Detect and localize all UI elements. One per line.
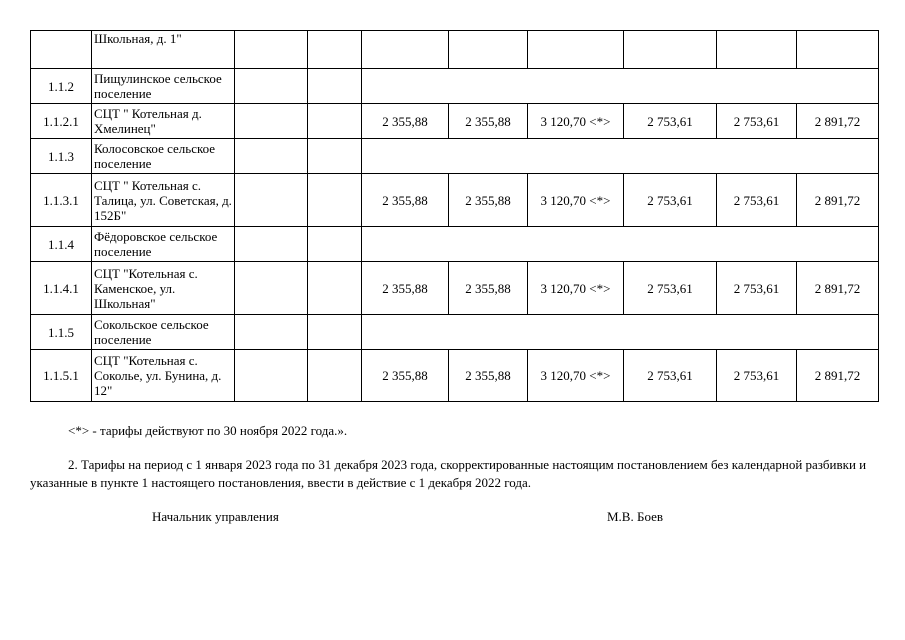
table-row [31, 227, 879, 262]
table-row [31, 31, 879, 69]
merged-empty-cell [362, 139, 879, 174]
row-name: Сокольское сельское поселение [92, 315, 235, 350]
empty-cell [235, 350, 308, 402]
tariff-value: 3 120,70 <*> [528, 350, 624, 402]
empty-cell [235, 227, 308, 262]
row-number: 1.1.3 [31, 139, 92, 174]
empty-cell [308, 69, 362, 104]
tariff-value: 2 753,61 [717, 104, 797, 139]
merged-empty-cell [362, 227, 879, 262]
tariff-value: 2 355,88 [449, 104, 528, 139]
tariff-value: 2 753,61 [717, 262, 797, 315]
empty-cell [235, 315, 308, 350]
row-name: Школьная, д. 1" [92, 31, 235, 69]
tariff-value: 2 355,88 [362, 104, 449, 139]
row-number: 1.1.5 [31, 315, 92, 350]
tariff-value: 2 753,61 [624, 350, 717, 402]
row-number: 1.1.5.1 [31, 350, 92, 402]
row-name: Пищулинское сельское поселение [92, 69, 235, 104]
tariff-value: 2 753,61 [624, 262, 717, 315]
empty-cell [308, 315, 362, 350]
merged-empty-cell [362, 69, 879, 104]
empty-cell [235, 139, 308, 174]
footnote: <*> - тарифы действуют по 30 ноября 2022 года.». [68, 423, 348, 438]
row-name: Фёдоровское сельское поселение [92, 227, 235, 262]
empty-cell [308, 262, 362, 315]
empty-cell [308, 174, 362, 227]
paragraph-2: 2. Тарифы на период с 1 января 2023 года по 31 декабря 2023 года, скорректированные настоящим постановлением без календарной разбивки и указанные в пункте 1 настоящего постановления, ввести в действие с 1 декабря 2022 года. [30, 457, 867, 490]
empty-cell [308, 350, 362, 402]
empty-cell [235, 174, 308, 227]
table-row [31, 315, 879, 350]
tariff-value: 2 753,61 [624, 104, 717, 139]
tariff-value: 2 753,61 [717, 174, 797, 227]
table-row [31, 262, 879, 315]
tariff-value: 2 355,88 [449, 174, 528, 227]
tariff-value: 2 355,88 [449, 350, 528, 402]
empty-cell [235, 69, 308, 104]
tariff-value: 3 120,70 <*> [528, 174, 624, 227]
row-number: 1.1.4 [31, 227, 92, 262]
tariff-value: 2 355,88 [362, 262, 449, 315]
empty-cell [235, 104, 308, 139]
row-name: СЦТ "Котельная с. Соколье, ул. Бунина, д. 12" [92, 350, 235, 402]
empty-cell [235, 262, 308, 315]
tariff-value: 3 120,70 <*> [528, 262, 624, 315]
tariff-value: 2 891,72 [797, 104, 879, 139]
row-name: СЦТ " Котельная с. Талица, ул. Советская, д. 152Б" [92, 174, 235, 227]
row-number: 1.1.2.1 [31, 104, 92, 139]
tariff-value: 2 891,72 [797, 174, 879, 227]
empty-cell [308, 227, 362, 262]
tariff-value: 2 753,61 [624, 174, 717, 227]
tariff-value: 2 753,61 [717, 350, 797, 402]
row-number: 1.1.3.1 [31, 174, 92, 227]
table-row [31, 350, 879, 402]
tariff-value: 2 891,72 [797, 350, 879, 402]
row-name: СЦТ "Котельная с. Каменское, ул. Школьная" [92, 262, 235, 315]
tariff-value: 2 355,88 [362, 350, 449, 402]
empty-cell [308, 139, 362, 174]
row-name: Колосовское сельское поселение [92, 139, 235, 174]
table-row [31, 174, 879, 227]
tariff-value: 2 355,88 [362, 174, 449, 227]
signature-position: Начальник управления [152, 509, 279, 524]
merged-empty-cell [362, 315, 879, 350]
tariff-table [30, 30, 879, 402]
table-row [31, 69, 879, 104]
signature-name: М.В. Боев [607, 509, 664, 524]
tariff-value: 2 355,88 [449, 262, 528, 315]
row-number: 1.1.4.1 [31, 262, 92, 315]
empty-cell [308, 104, 362, 139]
table-row [31, 139, 879, 174]
tariff-value: 2 891,72 [797, 262, 879, 315]
tariff-value: 3 120,70 <*> [528, 104, 624, 139]
row-number: 1.1.2 [31, 69, 92, 104]
row-name: СЦТ " Котельная д. Хмелинец" [92, 104, 235, 139]
table-row [31, 104, 879, 139]
